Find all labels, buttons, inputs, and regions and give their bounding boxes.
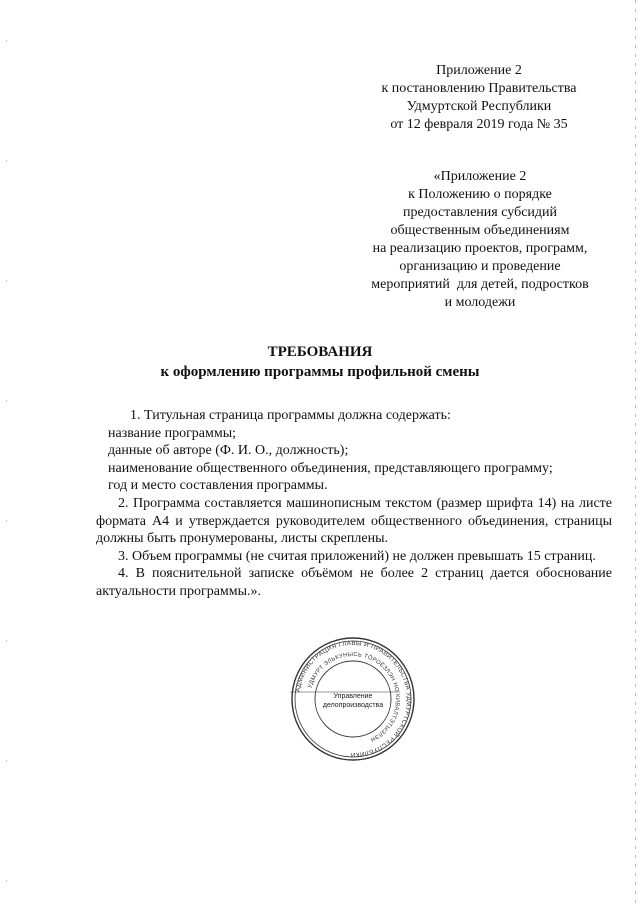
requirement-subitem: название программы; xyxy=(108,425,237,441)
scan-edge-right xyxy=(635,0,636,905)
stamp-center-line1: Управление xyxy=(333,693,373,700)
appendix-header-line: от 12 февраля 2019 года № 35 xyxy=(390,117,568,132)
stamp-ring-inner: УДМУРТ ЭЛЬКУНЫСЬ ТӦРОЁЗЛЭН НО КИВАЛТЭТЫЗЛЭН xyxy=(307,651,401,743)
title-subtitle: к оформлению программы профильной смены xyxy=(160,364,480,380)
requirement-item-1: 1. Титульная страница программы должна содержать: xyxy=(130,408,451,423)
appendix-quote-line: организацию и проведение xyxy=(399,259,561,274)
stamp-center-line2: делопроизводства xyxy=(322,702,384,709)
requirement-item-2: 2. Программа составляется машинописным текстом (размер шрифта 14) на листе формата А4 и утверждается руководителем общественного объединения, страницы должны быть пронумерованы, листы скреплены. xyxy=(96,495,612,547)
stamp-ring-outer: АДМИНИСТРАЦИЯ ГЛАВЫ И ПРАВИТЕЛЬСТВА УДМУРТСКОЙ РЕСПУБЛИКИ xyxy=(294,639,413,759)
appendix-quote-line: к Положению о порядке xyxy=(408,187,552,202)
appendix-quote-line: предоставления субсидий xyxy=(402,205,558,220)
appendix-header xyxy=(348,62,610,134)
requirements-body xyxy=(96,407,612,601)
appendix-quote-line: общественным объединениям xyxy=(390,223,570,238)
requirement-item-4: 4. В пояснительной записке объёмом не более 2 страниц дается обоснование актуальности программы.». xyxy=(96,566,612,599)
appendix-quote-line: «Приложение 2 xyxy=(433,169,527,184)
requirement-item-3: 3. Объем программы (не считая приложений) не должен превышать 15 страниц. xyxy=(118,548,596,564)
appendix-header-line: к постановлению Правительства xyxy=(381,81,577,96)
official-stamp xyxy=(290,636,416,762)
scan-edge-left xyxy=(6,0,7,905)
appendix-quote-line: на реализацию проектов, программ, xyxy=(372,241,588,256)
appendix-quote-line: мероприятий для детей, подростков xyxy=(371,277,589,292)
requirement-subitem: наименование общественного объединения, представляющего программу; xyxy=(108,460,553,476)
title-main: ТРЕБОВАНИЯ xyxy=(267,344,373,360)
appendix-header-line: Приложение 2 xyxy=(436,63,522,78)
document-title xyxy=(0,342,640,382)
requirement-subitem: данные об авторе (Ф. И. О., должность); xyxy=(108,443,349,459)
appendix-header-line: Удмуртской Республики xyxy=(406,99,552,114)
requirement-subitem: год и место составления программы. xyxy=(108,478,328,494)
appendix-quote-line: и молодежи xyxy=(444,295,516,310)
appendix-quote xyxy=(330,168,630,312)
